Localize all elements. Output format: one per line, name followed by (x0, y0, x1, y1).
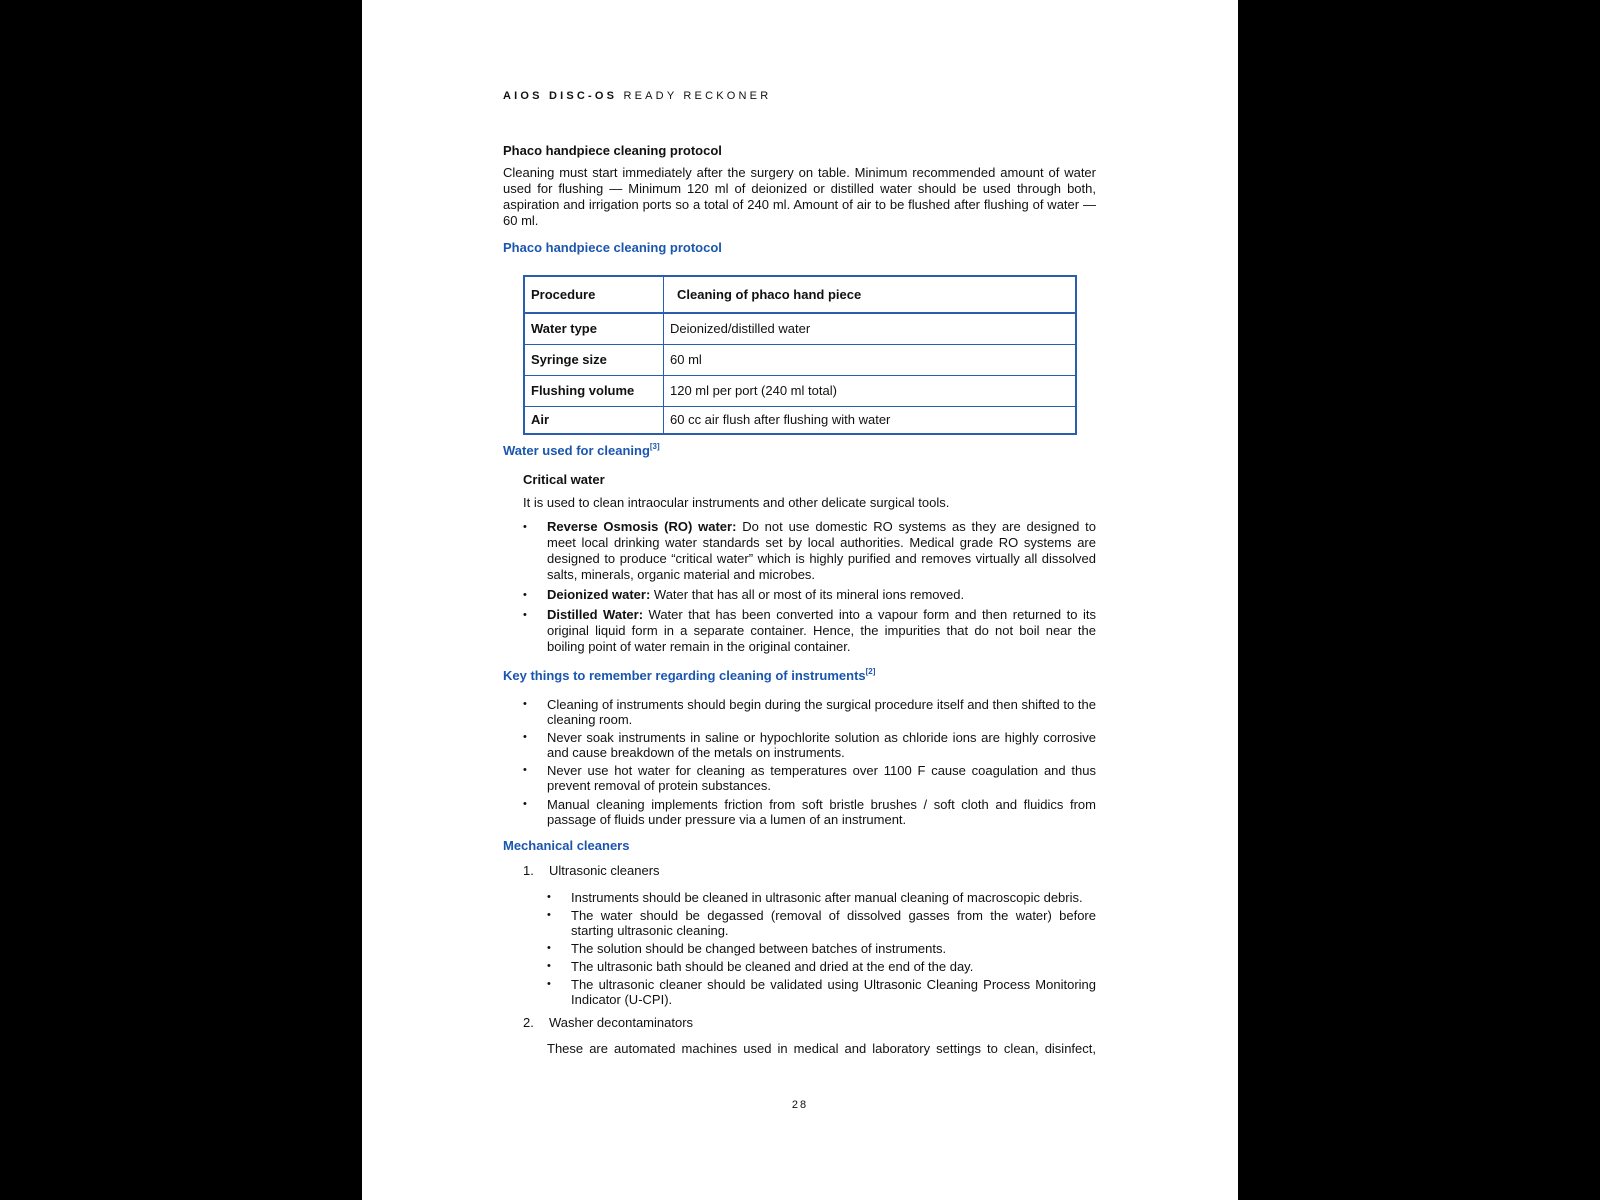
list-item (523, 519, 1096, 583)
table-header-row (524, 276, 1076, 313)
page-number: 28 (791, 1099, 809, 1111)
list-item-text: Do not use domestic RO systems as they are designed to meet local drinking water standards set by local authorities. Medical grade RO systems are designed to produce “critical water” which is highly purified and removes virtually all dissolved salts, minerals, organic material and microbes. (547, 519, 1096, 582)
table-cell-value: Deionized/distilled water (664, 313, 1077, 345)
header-rest: READY RECKONER (623, 90, 772, 102)
water-list (523, 519, 1096, 655)
key-list (523, 697, 1096, 827)
list-item-term: Deionized water: (547, 587, 651, 602)
list-item-term: Reverse Osmosis (RO) water: (547, 519, 737, 534)
list-item (523, 607, 1096, 655)
list-item: • The ultrasonic bath should be cleaned and dried at the end of the day. (547, 959, 1096, 974)
table-cell-value: 60 cc air flush after flushing with water (664, 407, 1077, 435)
mech-item-2-label: Washer decontaminators (549, 1015, 694, 1030)
list-item: • Never use hot water for cleaning as temperatures over 1100 F cause coagulation and thus prevent removal of protein substances. (523, 763, 1096, 793)
header-bold: AIOS DISC-OS (503, 90, 618, 102)
key-title (503, 668, 1096, 684)
mech-title: Mechanical cleaners (503, 838, 630, 853)
section-title-protocol: Phaco handpiece cleaning protocol (503, 143, 722, 158)
list-item: • The solution should be changed between batches of instruments. (547, 941, 1096, 956)
water-title-text: Water used for cleaning (503, 443, 650, 458)
table-header-cleaning: Cleaning of phaco hand piece (664, 276, 1077, 313)
list-item: • Never soak instruments in saline or hypochlorite solution as chloride ions are highly corrosive and cause breakdown of the metals on instruments. (523, 730, 1096, 760)
table-row (524, 407, 1076, 435)
list-item-text: Water that has been converted into a vapour form and then returned to its original liquid form in a separate container. Hence, the impurities that do not boil near the boiling point of water remain in the original container. (547, 607, 1096, 654)
table-cell-value: 60 ml (664, 345, 1077, 376)
table-title: Phaco handpiece cleaning protocol (503, 240, 722, 255)
list-item: • Instruments should be cleaned in ultrasonic after manual cleaning of macroscopic debris. (547, 890, 1096, 905)
table-cell-value: 120 ml per port (240 ml total) (664, 376, 1077, 407)
list-item: • Cleaning of instruments should begin during the surgical procedure itself and then shifted to the cleaning room. (523, 697, 1096, 727)
washer-text: These are automated machines used in medical and laboratory settings to clean, disinfect, (547, 1041, 1096, 1056)
list-item (523, 587, 1096, 603)
protocol-table (523, 275, 1077, 435)
table-row (524, 313, 1076, 345)
section-body-protocol: Cleaning must start immediately after the surgery on table. Minimum recommended amount of water used for flushing — Minimum 120 ml of deionized or distilled water should be used through both, aspiration and irrigation ports so a total of 240 ml. Amount of air to be flushed after flushing of water — 60 ml. (503, 165, 1096, 228)
key-title-text: Key things to remember regarding cleaning of instruments (503, 668, 866, 683)
table-cell-key: Flushing volume (524, 376, 664, 407)
key-ref: [2] (865, 667, 876, 676)
document-page (362, 0, 1238, 1200)
table-cell-key: Water type (524, 313, 664, 345)
list-item-term: Distilled Water: (547, 607, 644, 622)
mech-item-2-num: 2. (523, 1015, 534, 1030)
running-header (503, 88, 771, 104)
table-row (524, 345, 1076, 376)
table-cell-key: Syringe size (524, 345, 664, 376)
table-row (524, 376, 1076, 407)
table-header-procedure: Procedure (524, 276, 664, 313)
mech-item-2 (523, 1015, 693, 1031)
list-item: • The ultrasonic cleaner should be validated using Ultrasonic Cleaning Process Monitoring Indicator (U-CPI). (547, 977, 1096, 1007)
mech-item-1 (523, 863, 660, 879)
critical-water-intro: It is used to clean intraocular instruments and other delicate surgical tools. (523, 495, 950, 510)
water-title (503, 443, 1096, 459)
list-item: • The water should be degassed (removal of dissolved gasses from the water) before starting ultrasonic cleaning. (547, 908, 1096, 938)
mech-item-1-num: 1. (523, 863, 534, 878)
table-cell-key: Air (524, 407, 664, 435)
list-item: • Manual cleaning implements friction from soft bristle brushes / soft cloth and fluidics from passage of fluids under pressure via a lumen of an instrument. (523, 797, 1096, 827)
water-ref: [3] (649, 442, 660, 451)
critical-water-subtitle: Critical water (523, 472, 605, 487)
ultrasonic-list (547, 890, 1096, 1007)
mech-item-1-label: Ultrasonic cleaners (549, 863, 660, 878)
list-item-text: Water that has all or most of its mineral ions removed. (650, 587, 965, 602)
